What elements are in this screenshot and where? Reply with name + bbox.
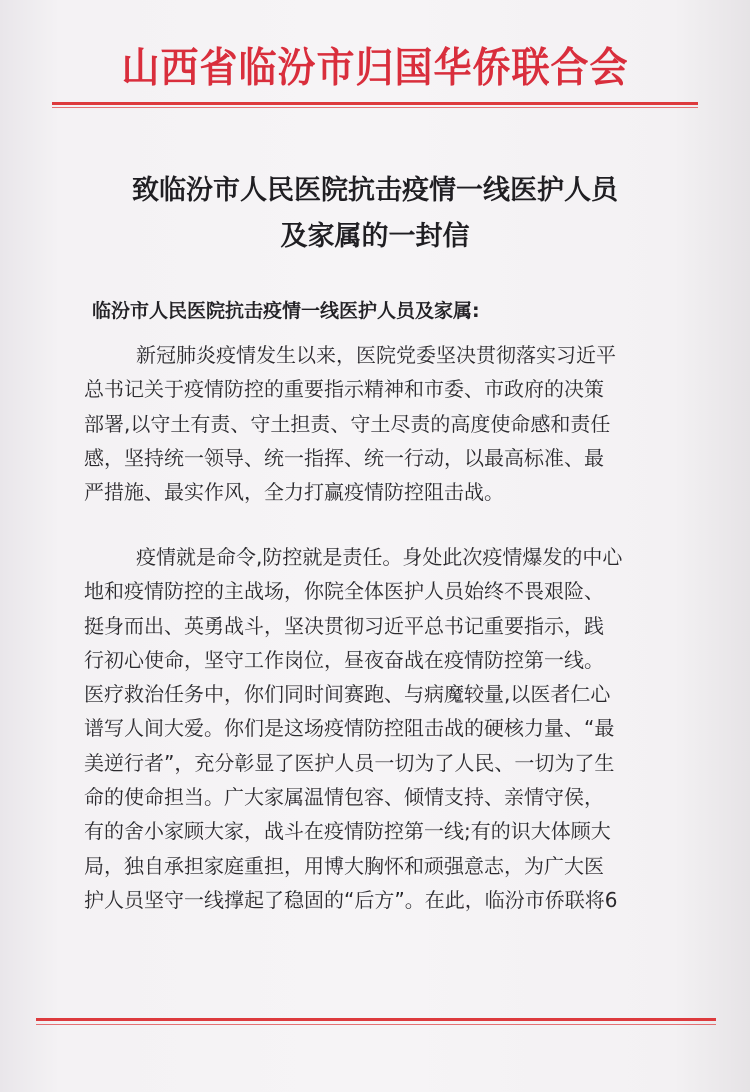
paragraph-2	[84, 540, 684, 917]
paragraph-1	[84, 338, 684, 509]
paragraph-line: 医疗救治任务中，你们同时间赛跑、与病魔较量,以医者仁心	[84, 682, 611, 707]
paragraph-line: 部署,以守土有责、守土担责、守土尽责的高度使命感和责任	[84, 411, 611, 436]
paragraph-line: 总书记关于疫情防控的重要指示精神和市委、市政府的决策	[84, 377, 604, 402]
letterhead-red-rule	[52, 102, 698, 105]
paragraph-line: 护人员坚守一线撑起了稳固的“后方”。在此，临汾市侨联将6	[84, 887, 618, 912]
letterhead-org-name: 山西省临汾市归国华侨联合会	[121, 43, 629, 92]
letter-salutation: 临汾市人民医院抗击疫情一线医护人员及家属:	[92, 300, 480, 322]
letter-title-line-1: 致临汾市人民医院抗击疫情一线医护人员	[132, 175, 618, 206]
letter-title	[0, 168, 750, 260]
paragraph-line: 地和疫情防控的主战场，你院全体医护人员始终不畏艰险、	[84, 579, 604, 604]
letter-title-line-2: 及家属的一封信	[280, 221, 470, 252]
paragraph-line: 有的舍小家顾大家，战斗在疫情防控第一线;有的识大体顾大	[84, 819, 611, 844]
paragraph-line: 谱写人间大爱。你们是这场疫情防控阻击战的硬核力量、“最	[84, 716, 615, 741]
paragraph-line: 美逆行者”，充分彰显了医护人员一切为了人民、一切为了生	[84, 750, 615, 775]
paragraph-line: 挺身而出、英勇战斗，坚决贯彻习近平总书记重要指示，践	[84, 613, 604, 638]
footer-red-rule	[36, 1018, 716, 1021]
paragraph-line: 严措施、最实作风，全力打赢疫情防控阻击战。	[84, 480, 504, 505]
paragraph-line: 疫情就是命令,防控就是责任。身处此次疫情爆发的中心	[136, 545, 623, 569]
paragraph-line: 新冠肺炎疫情发生以来，医院党委坚决贯彻落实习近平	[136, 343, 616, 367]
paragraph-line: 行初心使命，坚守工作岗位，昼夜奋战在疫情防控第一线。	[84, 647, 604, 672]
paragraph-line: 命的使命担当。广大家属温情包容、倾情支持、亲情守侯，	[84, 785, 604, 810]
footer-red-rule-thin	[36, 1024, 716, 1025]
paragraph-line: 局，独自承担家庭重担，用博大胸怀和顽强意志，为广大医	[84, 853, 604, 878]
paragraph-line: 感，坚持统一领导、统一指挥、统一行动，以最高标准、最	[84, 445, 604, 470]
letterhead-red-rule-thin	[52, 107, 698, 108]
